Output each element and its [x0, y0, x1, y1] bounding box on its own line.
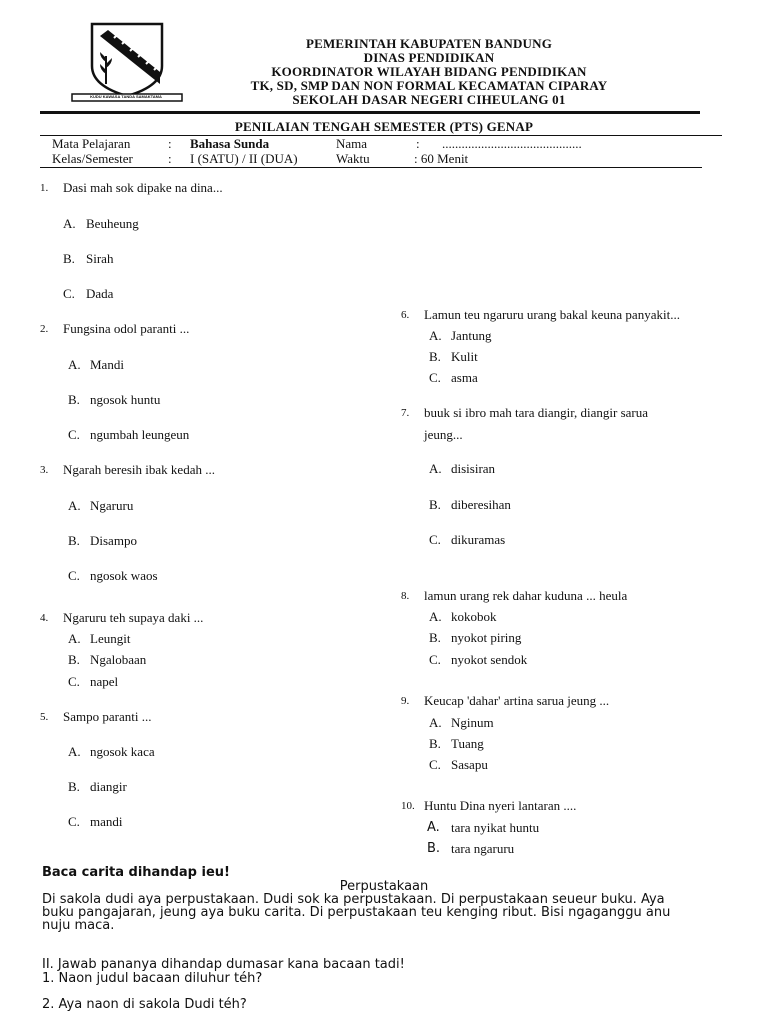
story-line-2: buku pangajaran, jeung aya buku carita. Di perpustakaan teu kenging ribut. Bisi ngaganggu anu [42, 905, 671, 920]
option-text: Jantung [451, 328, 492, 343]
option-label: A. [63, 216, 76, 231]
option-text: kokobok [451, 609, 497, 624]
question-text: Ngarah beresih ibak kedah ... [63, 462, 215, 477]
option-label: A. [68, 357, 81, 372]
option-label: C. [429, 370, 441, 385]
subject-label: Mata Pelajaran [52, 136, 131, 151]
class-label: Kelas/Semester [52, 151, 133, 166]
question-text-continued: jeung... [424, 427, 463, 442]
time-value: : 60 Menit [414, 151, 469, 166]
option-label: C. [68, 674, 80, 689]
option-text: diberesihan [451, 497, 511, 512]
option-label: A. [68, 631, 81, 646]
option-text: napel [90, 674, 119, 689]
option-text: Dada [86, 286, 114, 301]
question-text: Dasi mah sok dipake na dina... [63, 180, 223, 195]
option-label: A. [68, 498, 81, 513]
option-label: C. [68, 427, 80, 442]
essay-question-1: 1. Naon judul bacaan diluhur téh? [42, 971, 263, 986]
question-text: Sampo paranti ... [63, 709, 152, 724]
option-text: asma [451, 370, 478, 385]
question-number: 7. [401, 407, 410, 419]
option-text: Kulit [451, 349, 478, 364]
option-label: C. [68, 814, 80, 829]
story-line-1: Di sakola dudi aya perpustakaan. Dudi sok ka perpustakaan. Di perpustakaan seueur buku. Aya [42, 892, 665, 907]
option-text: Sirah [86, 251, 114, 266]
header-line-4: TK, SD, SMP DAN NON FORMAL KECAMATAN CIPARAY [250, 78, 608, 93]
option-label: A. [429, 461, 442, 476]
option-text: nyokot sendok [451, 652, 528, 667]
question-number: 2. [40, 323, 49, 335]
option-label: B. [429, 349, 441, 364]
option-text: Disampo [90, 533, 137, 548]
story-line-3: nuju maca. [42, 918, 115, 933]
title-rule [40, 135, 722, 136]
class-value: I (SATU) / II (DUA) [190, 151, 298, 166]
option-text: nyokot piring [451, 630, 522, 645]
header-divider [40, 111, 700, 114]
option-label: B. [68, 533, 80, 548]
question-text: Fungsina odol paranti ... [63, 321, 190, 336]
question-text: lamun urang rek dahar kuduna ... heula [424, 588, 628, 603]
option-label: B. [68, 652, 80, 667]
option-text: ngumbah leungeun [90, 427, 190, 442]
option-label: C. [68, 568, 80, 583]
header-line-1: PEMERINTAH KABUPATEN BANDUNG [305, 36, 553, 51]
question-number: 4. [40, 612, 49, 624]
essay-question-2: 2. Aya naon di sakola Dudi téh? [42, 997, 247, 1012]
question-number: 9. [401, 695, 410, 707]
option-text: disisiran [451, 461, 496, 476]
question-text: buuk si ibro mah tara diangir, diangir sarua [424, 405, 649, 420]
question-number: 3. [40, 464, 49, 476]
name-label: Nama [336, 136, 368, 151]
option-text: Ngaruru [90, 498, 134, 513]
reading-instruction: Baca carita dihandap ieu! [42, 865, 230, 880]
option-label: B. [427, 841, 441, 856]
option-label: A. [68, 744, 81, 759]
name-value: ........................................... [442, 136, 582, 151]
class-colon: : [168, 151, 172, 166]
option-label: B. [429, 736, 441, 751]
option-text: Tuang [451, 736, 484, 751]
option-text: Leungit [90, 631, 131, 646]
option-label: B. [68, 779, 80, 794]
time-label: Waktu [336, 151, 370, 166]
question-text: Keucap 'dahar' artina sarua jeung ... [424, 693, 610, 708]
name-colon: : [416, 136, 420, 151]
header-line-5: SEKOLAH DASAR NEGERI CIHEULANG 01 [292, 92, 566, 107]
subject-value: Bahasa Sunda [190, 136, 270, 151]
option-label: B. [429, 497, 441, 512]
option-text: tara ngaruru [451, 841, 515, 856]
logo-caption: KUDU KAWASA TANDA SAMAKTAMA [90, 94, 162, 99]
question-text: Lamun teu ngaruru urang bakal keuna panyakit... [424, 307, 680, 322]
option-text: ngosok kaca [90, 744, 155, 759]
question-number: 1. [40, 182, 49, 194]
header-line-2: DINAS PENDIDIKAN [363, 50, 495, 65]
option-label: A. [429, 715, 442, 730]
option-label: C. [63, 286, 75, 301]
option-label: C. [429, 757, 441, 772]
option-label: A. [429, 609, 442, 624]
option-text: Beuheung [86, 216, 139, 231]
option-text: tara nyikat huntu [451, 820, 540, 835]
option-text: Sasapu [451, 757, 488, 772]
option-label: C. [429, 532, 441, 547]
exam-title: PENILAIAN TENGAH SEMESTER (PTS) GENAP [234, 119, 534, 134]
option-text: diangir [90, 779, 127, 794]
option-text: mandi [90, 814, 123, 829]
section-2-heading: II. Jawab pananya dihandap dumasar kana bacaan tadi! [42, 957, 405, 972]
option-label: A. [429, 328, 442, 343]
option-text: ngosok waos [90, 568, 158, 583]
option-label: B. [68, 392, 80, 407]
option-label: B. [429, 630, 441, 645]
subject-colon: : [168, 136, 172, 151]
question-number: 8. [401, 590, 410, 602]
meta-rule [40, 167, 702, 168]
option-text: Nginum [451, 715, 494, 730]
question-text: Ngaruru teh supaya daki ... [63, 610, 204, 625]
option-text: ngosok huntu [90, 392, 161, 407]
question-text: Huntu Dina nyeri lantaran .... [424, 798, 577, 813]
option-label: B. [63, 251, 75, 266]
question-number: 5. [40, 711, 49, 723]
option-text: Ngalobaan [90, 652, 147, 667]
option-label: C. [429, 652, 441, 667]
question-number: 6. [401, 309, 410, 321]
header-line-3: KOORDINATOR WILAYAH BIDANG PENDIDIKAN [271, 64, 587, 79]
option-label: A. [427, 820, 440, 835]
question-number: 10. [401, 800, 415, 812]
story-title: Perpustakaan [339, 879, 429, 894]
option-text: Mandi [90, 357, 124, 372]
option-text: dikuramas [451, 532, 506, 547]
